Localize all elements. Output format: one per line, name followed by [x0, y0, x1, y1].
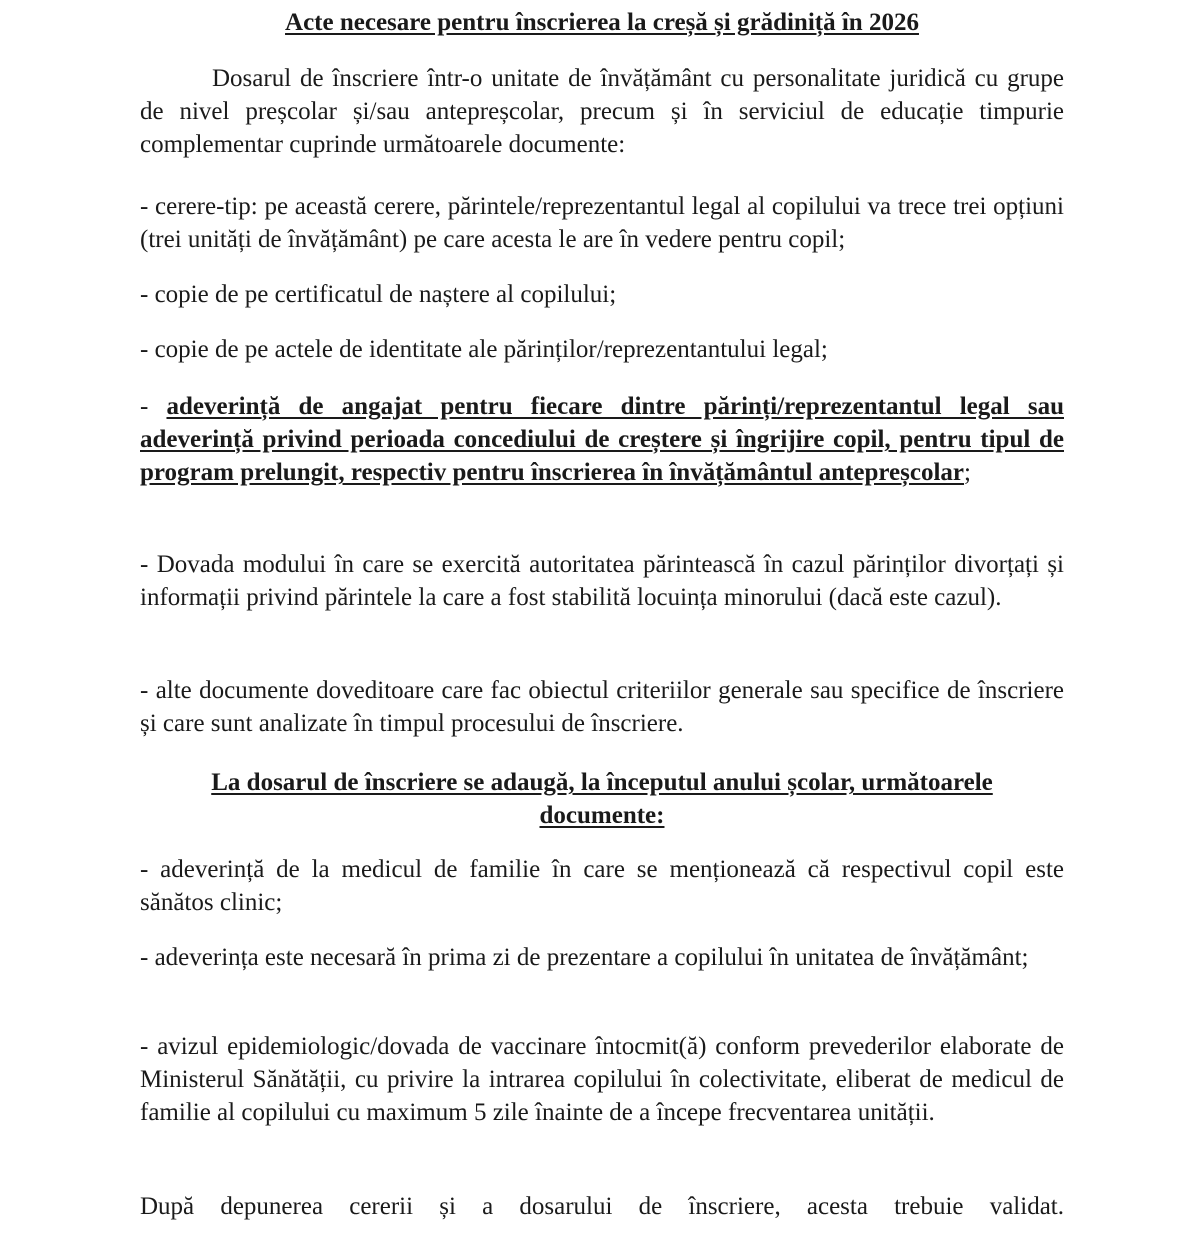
bold-item-text: adeverință de angajat pentru fiecare dintre părinți/reprezentantul legal sau adeverință privind perioada concediului de creștere și îngrijire copil, pentru tipul de program prelungit, respectiv pentru înscrierea în învățământul antepreșcolar: [140, 393, 1064, 486]
list-item-cerere-tip: - cerere-tip: pe această cerere, părintele/reprezentantul legal al copilului va trece trei opțiuni (trei unități de învățământ) pe care acesta le are în vedere pentru copil;: [140, 193, 1064, 253]
list-item-certificat-nastere: - copie de pe certificatul de naștere al copilului;: [140, 281, 617, 308]
list-item-alte-documente: - alte documente doveditoare care fac obiectul criteriilor generale sau specifice de înscriere și care sunt analizate în timpul procesului de înscriere.: [140, 677, 1064, 737]
document-page: [140, 0, 1064, 1258]
closing-paragraph: După depunerea cererii și a dosarului de înscriere, acesta trebuie validat.: [140, 1193, 1064, 1220]
list-item-acte-identitate: - copie de pe actele de identitate ale părinților/reprezentantului legal;: [140, 336, 828, 363]
list-item-adeverinta-angajat: [140, 390, 1064, 489]
list-item-autoritate-parinteasca: - Dovada modului în care se exercită autoritatea părintească în cazul părinților divorțați și informații privind părintele la care a fost stabilită locuința minorului (dacă este cazul).: [140, 551, 1064, 611]
list-item-prima-zi: - adeverința este necesară în prima zi de prezentare a copilului în unitatea de învățământ;: [140, 944, 1029, 971]
list-item-adeverinta-medic: - adeverință de la medicul de familie în care se menționează că respectivul copil este sănătos clinic;: [140, 856, 1064, 916]
list-item-aviz-epidemiologic: - avizul epidemiologic/dovada de vaccinare întocmit(ă) conform prevederilor elaborate de Ministerul Sănătății, cu privire la intrarea copilului în colectivitate, eliberat de medicul de familie al copilului cu maximum 5 zile înainte de a începe frecventarea unității.: [140, 1033, 1064, 1126]
intro-paragraph: Dosarul de înscriere într-o unitate de învățământ cu personalitate juridică cu grupe de nivel preșcolar și/sau antepreșcolar, precum și în serviciul de educație timpurie complementar cuprinde următoarele documente:: [140, 65, 1064, 158]
bold-item-suffix: ;: [964, 459, 971, 486]
document-title: Acte necesare pentru înscrierea la creșă și grădiniță în 2026: [285, 9, 919, 36]
section-subtitle: La dosarul de înscriere se adaugă, la începutul anului școlar, următoarele documente:: [211, 769, 993, 829]
bold-item-prefix: -: [140, 393, 167, 420]
